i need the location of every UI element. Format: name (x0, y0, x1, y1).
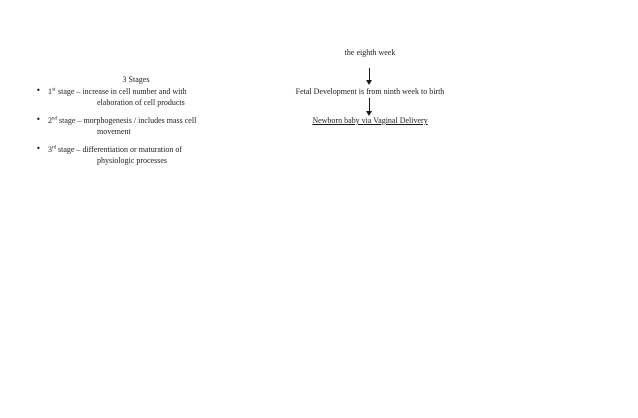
stage-line1: stage – increase in cell number and with (58, 87, 187, 96)
stage-number-value: 2 (48, 116, 52, 125)
stage-number-suffix: nd (52, 116, 57, 122)
arrow-down-icon (366, 80, 372, 85)
bullet-icon: • (36, 86, 41, 95)
stage-line1: stage – morphogenesis / includes mass cell (59, 116, 197, 125)
stage-line2: movement (97, 127, 131, 136)
stage-number (48, 145, 56, 154)
flow-top-text: the eighth week (344, 48, 396, 57)
stage-number-value: 3 (48, 145, 52, 154)
bullet-icon: • (36, 115, 41, 124)
stages-heading: 3 Stages (122, 75, 150, 84)
bullet-icon: • (36, 144, 41, 153)
stage-number-value: 1 (48, 87, 52, 96)
stage-number (48, 87, 55, 96)
stage-line1: stage – differentiation or maturation of (58, 145, 183, 154)
stage-line2: physiologic processes (97, 156, 167, 165)
stage-number (48, 116, 57, 125)
flow-bottom-text: Newborn baby via Vaginal Delivery (312, 116, 428, 125)
flow-middle-text: Fetal Development is from ninth week to birth (295, 87, 445, 96)
stage-number-suffix: rd (52, 145, 57, 151)
stage-number-suffix: st (52, 87, 56, 93)
stage-line2: elaboration of cell products (97, 98, 185, 107)
